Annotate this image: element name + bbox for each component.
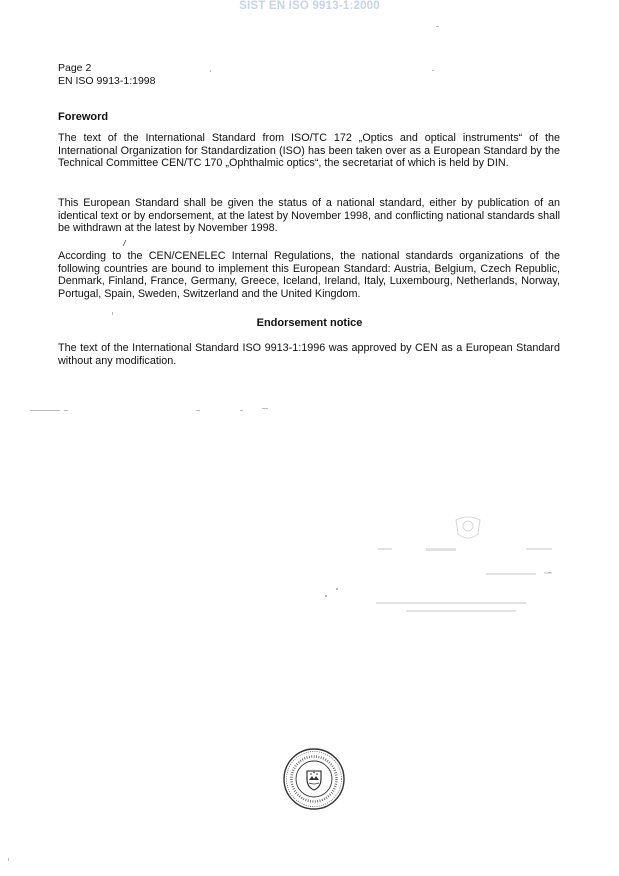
endorsement-heading: Endorsement notice (256, 317, 363, 329)
foreword-paragraph-1: The text of the International Standard from ISO/TC 172 „Optics and optical instruments“ of the International Organization for Standardization (ISO) has been taken over as a European Standard by the Technical Committee CEN/TC 170 „Ophthalmic optics“, the secretariat of which is held by DIN. (58, 132, 560, 170)
document-id: EN ISO 9913-1:1998 (58, 74, 156, 87)
foreword-heading: Foreword (58, 111, 109, 123)
official-stamp (282, 747, 346, 811)
page-header (58, 62, 155, 87)
watermark: SIST EN ISO 9913-1:2000 (239, 0, 380, 12)
endorsement-text: The text of the International Standard ISO 9913-1:1996 was approved by CEN as a European Standard without any modification. (58, 342, 560, 367)
page-number: Page 2 (58, 62, 92, 74)
foreword-paragraph-3: According to the CEN/CENELEC Internal Regulations, the national standards organizations of the following countries are bound to implement this European Standard: Austria, Belgium, Czech Republic, Denmark, Finland, France, Germany, Greece, Iceland, Ireland, Italy, Luxembourg, Netherlands, Norway, Portugal, Spain, Sweden, Switzerland and the United Kingdom. (58, 250, 560, 300)
faint-seal-emboss (376, 510, 556, 620)
foreword-paragraph-2: This European Standard shall be given the status of a national standard, either by publication of an identical text or by endorsement, at the latest by November 1998, and conflicting national standards shall be withdrawn at the latest by November 1998. (58, 197, 560, 235)
